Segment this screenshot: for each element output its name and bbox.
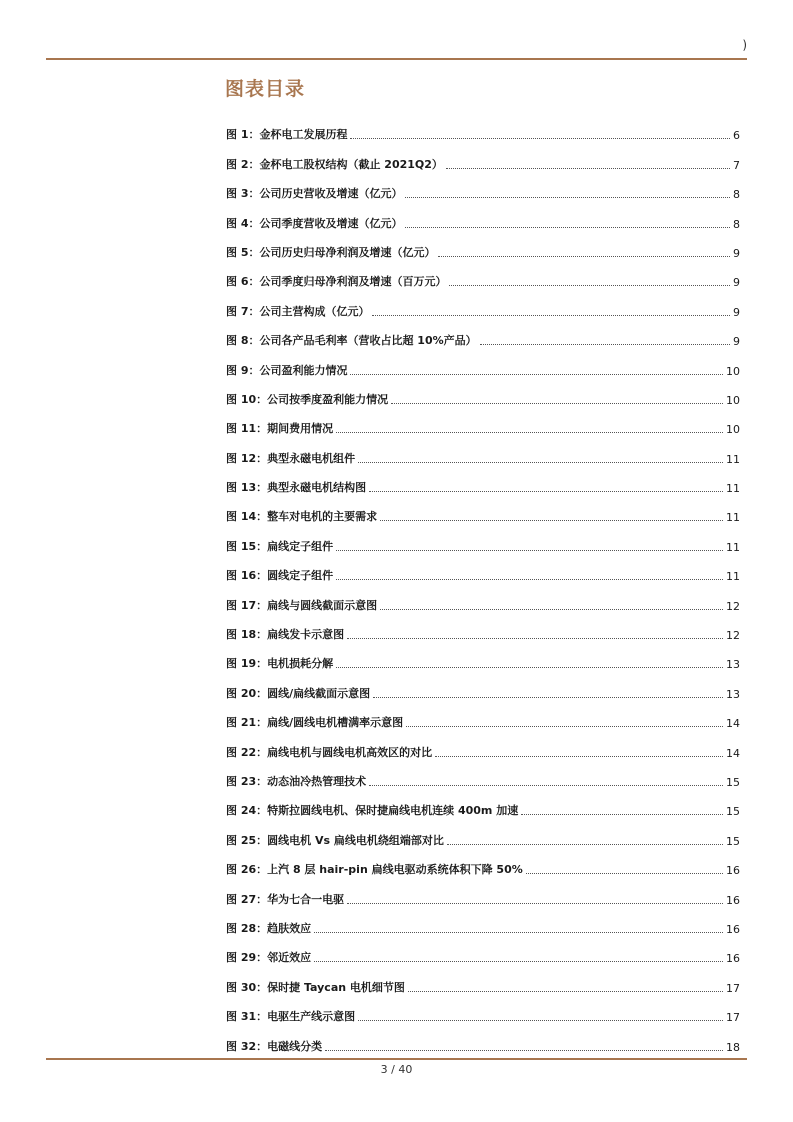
toc-entry[interactable]	[226, 818, 740, 847]
toc-leader-dots	[405, 227, 730, 228]
toc-entry-label: 图 9：公司盈利能力情况	[226, 363, 348, 377]
toc-entry[interactable]	[226, 348, 740, 377]
toc-entry-page: 9	[733, 246, 740, 260]
toc-leader-dots	[391, 403, 723, 404]
toc-entry-page: 10	[726, 423, 740, 437]
toc-leader-dots	[372, 315, 730, 316]
toc-entry-label: 图 8：公司各产品毛利率（营收占比超 10%产品）	[226, 334, 477, 348]
toc-entry[interactable]	[226, 113, 740, 142]
toc-entry-label: 图 17：扁线与圆线截面示意图	[226, 598, 378, 612]
toc-entry-page: 14	[726, 746, 740, 760]
toc-leader-dots	[446, 168, 730, 169]
toc-leader-dots	[373, 697, 723, 698]
toc-entry[interactable]	[226, 289, 740, 318]
toc-leader-dots	[438, 256, 730, 257]
toc-entry-page: 13	[726, 658, 740, 672]
toc-entry-page: 11	[726, 570, 740, 584]
toc-entry[interactable]	[226, 436, 740, 465]
toc-entry-label: 图 23：动态油冷热管理技术	[226, 774, 367, 788]
toc-entry[interactable]	[226, 936, 740, 965]
toc-entry-label: 图 32：电磁线分类	[226, 1039, 323, 1053]
toc-entry-page: 7	[733, 158, 740, 172]
toc-entry-page: 9	[733, 305, 740, 319]
toc-entry[interactable]	[226, 907, 740, 936]
toc-entry[interactable]	[226, 583, 740, 612]
toc-entry-label: 图 3：公司历史营收及增速（亿元）	[226, 187, 403, 201]
toc-entry-label: 图 27：华为七合一电驱	[226, 892, 345, 906]
table-of-figures	[226, 113, 740, 1054]
toc-entry-label: 图 12：典型永磁电机组件	[226, 451, 356, 465]
page-number: 3 / 40	[380, 1063, 413, 1076]
toc-entry[interactable]	[226, 319, 740, 348]
toc-entry[interactable]	[226, 613, 740, 642]
toc-entry[interactable]	[226, 172, 740, 201]
toc-entry-label: 图 21：扁线/圆线电机槽满率示意图	[226, 716, 404, 730]
toc-entry-page: 16	[726, 893, 740, 907]
toc-leader-dots	[405, 197, 730, 198]
toc-leader-dots	[350, 374, 723, 375]
toc-leader-dots	[369, 491, 723, 492]
toc-leader-dots	[406, 726, 723, 727]
toc-leader-dots	[314, 932, 723, 933]
toc-entry-label: 图 5：公司历史归母净利润及增速（亿元）	[226, 245, 436, 259]
toc-entry[interactable]	[226, 142, 740, 171]
toc-entry-page: 8	[733, 217, 740, 231]
toc-leader-dots	[449, 285, 730, 286]
toc-entry-page: 11	[726, 452, 740, 466]
toc-entry[interactable]	[226, 730, 740, 759]
toc-leader-dots	[408, 991, 723, 992]
toc-leader-dots	[521, 814, 723, 815]
toc-entry[interactable]	[226, 965, 740, 994]
toc-entry-label: 图 26：上汽 8 层 hair-pin 扁线电驱动系统体积下降 50%	[226, 863, 523, 877]
toc-entry[interactable]	[226, 378, 740, 407]
toc-entry-label: 图 10：公司按季度盈利能力情况	[226, 392, 389, 406]
toc-entry[interactable]	[226, 495, 740, 524]
toc-leader-dots	[369, 785, 723, 786]
toc-entry[interactable]	[226, 466, 740, 495]
toc-entry-page: 8	[733, 188, 740, 202]
toc-entry-page: 18	[726, 1040, 740, 1054]
toc-entry-label: 图 31：电驱生产线示意图	[226, 1010, 356, 1024]
toc-entry-page: 17	[726, 981, 740, 995]
toc-entry-label: 图 24：特斯拉圆线电机、保时捷扁线电机连续 400m 加速	[226, 804, 519, 818]
toc-leader-dots	[347, 638, 723, 639]
toc-entry-label: 图 4：公司季度营收及增速（亿元）	[226, 216, 403, 230]
toc-leader-dots	[350, 138, 730, 139]
toc-entry[interactable]	[226, 995, 740, 1024]
toc-entry[interactable]	[226, 877, 740, 906]
toc-entry-label: 图 19：电机损耗分解	[226, 657, 334, 671]
toc-entry-label: 图 16：圆线定子组件	[226, 569, 334, 583]
toc-entry-page: 11	[726, 511, 740, 525]
toc-entry[interactable]	[226, 848, 740, 877]
toc-leader-dots	[358, 462, 723, 463]
toc-leader-dots	[480, 344, 730, 345]
toc-leader-dots	[526, 873, 723, 874]
toc-entry-page: 10	[726, 364, 740, 378]
toc-entry[interactable]	[226, 701, 740, 730]
toc-entry-page: 17	[726, 1011, 740, 1025]
toc-entry-page: 9	[733, 276, 740, 290]
toc-leader-dots	[336, 579, 723, 580]
header-mark: )	[742, 38, 747, 52]
toc-entry-page: 12	[726, 599, 740, 613]
toc-entry[interactable]	[226, 260, 740, 289]
footer-rule	[46, 1058, 747, 1060]
toc-entry-label: 图 18：扁线发卡示意图	[226, 628, 345, 642]
toc-entry-label: 图 1：金杯电工发展历程	[226, 128, 348, 142]
toc-entry-page: 14	[726, 717, 740, 731]
toc-leader-dots	[435, 756, 723, 757]
header-rule	[46, 58, 747, 60]
toc-entry-page: 9	[733, 335, 740, 349]
toc-entry[interactable]	[226, 407, 740, 436]
toc-entry[interactable]	[226, 554, 740, 583]
toc-entry[interactable]	[226, 1024, 740, 1053]
toc-entry-label: 图 13：典型永磁电机结构图	[226, 481, 367, 495]
toc-leader-dots	[447, 844, 723, 845]
toc-leader-dots	[347, 903, 723, 904]
toc-entry-page: 15	[726, 775, 740, 789]
toc-entry[interactable]	[226, 524, 740, 553]
toc-entry-label: 图 29：邻近效应	[226, 951, 312, 965]
toc-entry[interactable]	[226, 642, 740, 671]
toc-entry[interactable]	[226, 671, 740, 700]
toc-leader-dots	[314, 961, 723, 962]
toc-leader-dots	[358, 1020, 723, 1021]
toc-leader-dots	[325, 1050, 723, 1051]
toc-entry-page: 11	[726, 540, 740, 554]
toc-leader-dots	[380, 609, 723, 610]
toc-entry-label: 图 28：趋肤效应	[226, 921, 312, 935]
toc-entry-page: 11	[726, 482, 740, 496]
toc-entry-page: 16	[726, 864, 740, 878]
toc-entry-page: 15	[726, 834, 740, 848]
section-title: 图表目录	[225, 78, 306, 100]
toc-entry-label: 图 7：公司主营构成（亿元）	[226, 304, 370, 318]
toc-entry-page: 16	[726, 952, 740, 966]
toc-leader-dots	[336, 550, 723, 551]
toc-entry[interactable]	[226, 789, 740, 818]
toc-leader-dots	[336, 432, 723, 433]
toc-entry-page: 16	[726, 922, 740, 936]
toc-entry-label: 图 2：金杯电工股权结构（截止 2021Q2）	[226, 157, 443, 171]
toc-entry-label: 图 11：期间费用情况	[226, 422, 334, 436]
toc-entry-label: 图 15：扁线定子组件	[226, 539, 334, 553]
toc-entry[interactable]	[226, 201, 740, 230]
toc-entry-page: 10	[726, 393, 740, 407]
toc-entry[interactable]	[226, 760, 740, 789]
toc-entry-page: 12	[726, 629, 740, 643]
toc-leader-dots	[336, 667, 723, 668]
toc-entry-page: 15	[726, 805, 740, 819]
toc-entry-label: 图 25：圆线电机 Vs 扁线电机绕组端部对比	[226, 833, 444, 847]
toc-entry-label: 图 30：保时捷 Taycan 电机细节图	[226, 980, 405, 994]
toc-entry-page: 6	[733, 129, 740, 143]
toc-entry-label: 图 20：圆线/扁线截面示意图	[226, 686, 371, 700]
toc-entry-page: 13	[726, 687, 740, 701]
toc-entry-label: 图 14：整车对电机的主要需求	[226, 510, 378, 524]
toc-entry-label: 图 6：公司季度归母净利润及增速（百万元）	[226, 275, 447, 289]
toc-leader-dots	[380, 520, 723, 521]
toc-entry[interactable]	[226, 231, 740, 260]
toc-entry-label: 图 22：扁线电机与圆线电机高效区的对比	[226, 745, 433, 759]
